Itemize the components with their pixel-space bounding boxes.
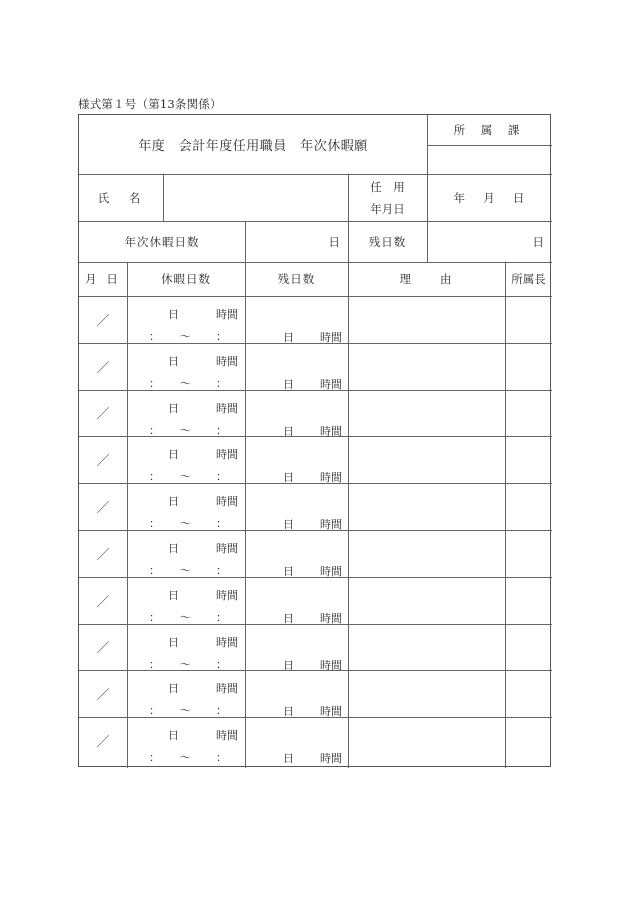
approver-seal-field[interactable] (506, 484, 551, 529)
column-header-remaining-days: 残日数 (277, 272, 316, 286)
time-to-colon: ： (216, 517, 227, 531)
date-field[interactable]: ／ (96, 407, 110, 423)
date-field[interactable]: ／ (96, 594, 110, 610)
leave-day-unit: 日 (168, 354, 179, 368)
date-field[interactable]: ／ (96, 360, 110, 376)
leave-day-unit: 日 (168, 682, 179, 696)
remaining-day-unit: 日 (283, 518, 294, 532)
remaining-hour-unit: 時間 (320, 331, 342, 344)
department-label: 所 属 課 (453, 123, 526, 137)
leave-day-unit: 日 (168, 308, 179, 321)
leave-hour-unit: 時間 (216, 354, 238, 368)
date-field[interactable]: ／ (96, 547, 110, 563)
leave-day-unit: 日 (168, 588, 179, 602)
reason-field[interactable] (349, 718, 504, 763)
time-to-colon: ： (216, 610, 227, 624)
leave-hour-unit: 時間 (216, 308, 238, 321)
leave-hour-unit: 時間 (216, 729, 238, 743)
column-header-date: 月 日 (85, 272, 121, 286)
appointment-date-label (348, 174, 427, 221)
date-field[interactable]: ／ (96, 735, 110, 751)
leave-day-unit: 日 (168, 401, 179, 415)
leave-request-form (78, 114, 551, 767)
appointment-label-line1: 任 用 (370, 179, 405, 194)
time-to-colon: ： (216, 330, 227, 343)
approver-seal-field[interactable] (506, 437, 551, 482)
time-to-colon: ： (216, 376, 227, 390)
time-from-colon: ： (149, 423, 160, 437)
approver-seal-field[interactable] (506, 625, 551, 670)
time-from-colon: ： (149, 376, 160, 390)
leave-hour-unit: 時間 (216, 401, 238, 415)
time-tilde: 〜 (180, 704, 191, 718)
annual-leave-days-label: 年次休暇日数 (124, 234, 200, 249)
time-from-colon: ： (149, 704, 160, 718)
time-tilde: 〜 (180, 423, 191, 437)
remaining-day-unit: 日 (283, 471, 294, 485)
time-from-colon: ： (149, 751, 160, 765)
remaining-day-unit: 日 (283, 565, 294, 578)
reason-field[interactable] (349, 531, 504, 576)
leave-day-unit: 日 (168, 448, 179, 462)
approver-seal-field[interactable] (506, 671, 551, 716)
leave-hour-unit: 時間 (216, 542, 238, 555)
time-tilde: 〜 (180, 751, 191, 765)
divider (245, 221, 246, 768)
time-to-colon: ： (216, 704, 227, 718)
approver-seal-field[interactable] (506, 531, 551, 576)
reason-field[interactable] (349, 297, 504, 342)
time-tilde: 〜 (180, 330, 191, 343)
time-tilde: 〜 (180, 564, 191, 577)
approver-seal-field[interactable] (506, 578, 551, 623)
time-from-colon: ： (149, 564, 160, 577)
column-header-reason: 理 由 (399, 272, 454, 286)
time-to-colon: ： (216, 470, 227, 484)
leave-hour-unit: 時間 (216, 448, 238, 462)
date-field[interactable]: ／ (96, 313, 110, 329)
form-title: 年度 会計年度任用職員 年次休暇願 (138, 139, 368, 154)
time-tilde: 〜 (180, 517, 191, 531)
reason-field[interactable] (349, 578, 504, 623)
remaining-hour-unit: 時間 (320, 377, 342, 391)
remaining-hour-unit: 時間 (320, 752, 342, 766)
reason-field[interactable] (349, 344, 504, 389)
approver-seal-field[interactable] (506, 391, 551, 436)
time-from-colon: ： (149, 657, 160, 671)
leave-day-unit: 日 (168, 542, 179, 555)
remaining-hour-unit: 時間 (320, 565, 342, 578)
time-tilde: 〜 (180, 610, 191, 624)
appointment-date-field[interactable]: 年 月 日 (453, 190, 526, 205)
leave-hour-unit: 時間 (216, 495, 238, 509)
remaining-days-field[interactable]: 日 (532, 234, 544, 249)
remaining-day-unit: 日 (283, 377, 294, 391)
time-tilde: 〜 (180, 376, 191, 390)
time-to-colon: ： (216, 423, 227, 437)
remaining-hour-unit: 時間 (320, 611, 342, 625)
remaining-hour-unit: 時間 (320, 705, 342, 719)
name-label: 氏 名 (97, 190, 145, 205)
leave-day-unit: 日 (168, 495, 179, 509)
time-tilde: 〜 (180, 470, 191, 484)
remaining-hour-unit: 時間 (320, 424, 342, 438)
reason-field[interactable] (349, 391, 504, 436)
form-identifier: 様式第１号（第13条関係） (78, 97, 222, 111)
department-field[interactable] (428, 146, 550, 173)
time-to-colon: ： (216, 564, 227, 577)
leave-hour-unit: 時間 (216, 635, 238, 649)
leave-day-unit: 日 (168, 729, 179, 743)
time-from-colon: ： (149, 330, 160, 343)
remaining-day-unit: 日 (283, 424, 294, 438)
leave-hour-unit: 時間 (216, 682, 238, 696)
remaining-day-unit: 日 (283, 752, 294, 766)
column-header-approver: 所属長 (511, 272, 546, 286)
remaining-day-unit: 日 (283, 331, 294, 344)
name-field[interactable] (164, 175, 347, 220)
remaining-hour-unit: 時間 (320, 658, 342, 672)
approver-seal-field[interactable] (506, 297, 551, 342)
date-field[interactable]: ／ (96, 501, 110, 517)
appointment-label-line2: 年月日 (370, 201, 405, 216)
time-from-colon: ： (149, 517, 160, 531)
reason-field[interactable] (349, 625, 504, 670)
time-from-colon: ： (149, 470, 160, 484)
divider (127, 262, 128, 768)
leave-hour-unit: 時間 (216, 588, 238, 602)
reason-field[interactable] (349, 484, 504, 529)
time-tilde: 〜 (180, 657, 191, 671)
remaining-day-unit: 日 (283, 705, 294, 719)
reason-field[interactable] (349, 671, 504, 716)
remaining-day-unit: 日 (283, 611, 294, 625)
time-to-colon: ： (216, 657, 227, 671)
reason-field[interactable] (349, 437, 504, 482)
time-from-colon: ： (149, 610, 160, 624)
remaining-days-label: 残日数 (368, 234, 407, 249)
date-field[interactable]: ／ (96, 688, 110, 704)
remaining-hour-unit: 時間 (320, 471, 342, 485)
date-field[interactable]: ／ (96, 641, 110, 657)
column-header-leave-days: 休暇日数 (161, 272, 211, 286)
remaining-hour-unit: 時間 (320, 518, 342, 532)
approver-seal-field[interactable] (506, 344, 551, 389)
date-field[interactable]: ／ (96, 454, 110, 470)
remaining-day-unit: 日 (283, 658, 294, 672)
annual-leave-days-field[interactable]: 日 (328, 234, 340, 249)
approver-seal-field[interactable] (506, 718, 551, 763)
time-to-colon: ： (216, 751, 227, 765)
leave-day-unit: 日 (168, 635, 179, 649)
